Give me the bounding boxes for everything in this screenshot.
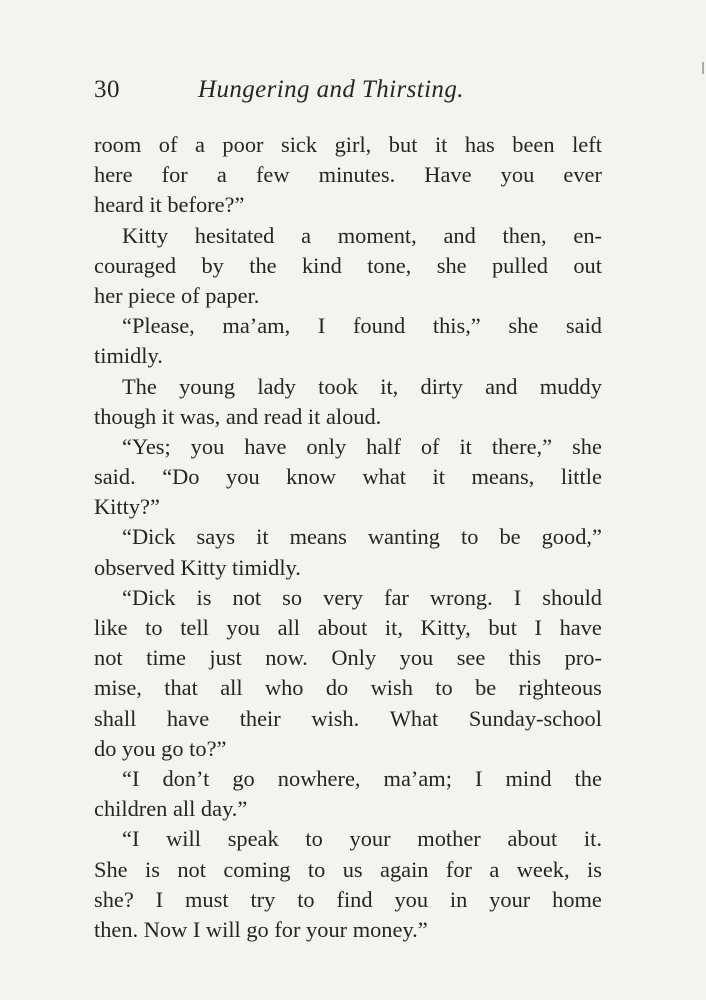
text-word: is [586, 856, 602, 882]
text-word: of [420, 433, 440, 459]
text-word: only [306, 433, 347, 459]
text-word: home [552, 886, 602, 912]
text-word: wish [370, 675, 413, 701]
text-word: she [572, 433, 602, 459]
text-line [94, 251, 602, 281]
text-word: pulled [491, 252, 548, 278]
text-line: observed Kitty timidly. [94, 554, 301, 580]
text-word: their [239, 705, 281, 731]
text-word: I [155, 886, 164, 912]
text-word: to [145, 615, 163, 640]
text-word: left [572, 132, 602, 157]
text-word: this,” [432, 313, 481, 339]
text-line: Kitty?” [94, 494, 160, 520]
text-word: it [434, 132, 448, 157]
text-line: timidly. [94, 343, 163, 369]
text-word: dirty [420, 373, 463, 399]
text-word: little [560, 464, 602, 490]
text-word: a [301, 222, 312, 248]
text-word: but [388, 132, 418, 157]
text-word: very [323, 584, 363, 610]
text-word: means [289, 524, 347, 550]
text-word: wrong. [429, 584, 493, 610]
text-word: just [209, 645, 242, 671]
text-word: be [499, 524, 521, 550]
text-word: it. [583, 826, 602, 852]
running-title: Hungering and Thirsting. [198, 76, 464, 103]
text-word: all [277, 615, 300, 640]
text-line [94, 704, 602, 734]
text-word: should [542, 584, 602, 610]
text-word: do [325, 675, 349, 701]
text-word: tone, [367, 252, 412, 278]
text-word: mise, [94, 675, 142, 701]
text-word: to [460, 524, 479, 550]
text-word: the [249, 252, 277, 278]
text-word: you [399, 645, 434, 671]
text-word: time [146, 645, 186, 671]
text-line [94, 885, 602, 915]
text-word: means, [471, 464, 535, 490]
text-word: know [286, 464, 336, 490]
text-word: for [445, 856, 473, 882]
text-word: few [255, 162, 290, 188]
text-word: What [389, 705, 439, 731]
text-word: be [475, 675, 497, 701]
text-word: the [574, 765, 602, 791]
text-word: been [512, 132, 555, 157]
text-word: all [220, 675, 243, 701]
text-word: she [508, 313, 539, 339]
text-word: go [232, 765, 255, 791]
text-word: wish. [311, 705, 360, 731]
text-word: “Yes; [122, 433, 171, 459]
text-word: sick [280, 132, 318, 157]
text-line [94, 613, 602, 643]
text-word: and [485, 373, 518, 399]
text-word: righteous [518, 675, 602, 701]
page-edge-mark [702, 62, 704, 74]
text-line [94, 583, 602, 613]
text-word: to [435, 675, 453, 701]
text-word: it [432, 464, 445, 490]
text-word: now. [265, 645, 308, 671]
text-word: I [474, 765, 483, 791]
running-header [94, 76, 504, 110]
text-word: nowhere, [277, 765, 361, 791]
text-word: in [449, 886, 468, 912]
text-word: like [94, 615, 128, 640]
text-word: “Dick [122, 584, 176, 610]
text-word: for [161, 162, 188, 188]
text-word: you [394, 886, 429, 912]
text-word: a [216, 162, 227, 188]
text-word: you [500, 162, 535, 188]
text-word: muddy [539, 373, 602, 399]
text-word: “Dick [122, 524, 176, 550]
text-line [94, 311, 602, 341]
text-word: then, [502, 222, 547, 248]
text-word: Sunday-school [468, 705, 602, 731]
text-word: I [534, 615, 542, 640]
text-word: will [166, 826, 201, 852]
text-word: said [565, 313, 602, 339]
text-word: she [436, 252, 467, 278]
text-word: try [250, 886, 276, 912]
text-word: She [94, 856, 128, 882]
text-line [94, 432, 602, 462]
text-word: good,” [541, 524, 602, 550]
text-word: you [190, 433, 225, 459]
text-word: about [507, 826, 558, 852]
text-word: it, [384, 615, 403, 640]
text-word: so [282, 584, 303, 610]
text-word: not [177, 856, 206, 882]
text-word: it, [380, 373, 399, 399]
text-word: I [513, 584, 522, 610]
text-word: I [317, 313, 326, 339]
text-word: moment, [337, 222, 417, 248]
text-word: your [489, 886, 531, 912]
text-word: poor [222, 132, 264, 157]
text-word: here [94, 162, 133, 188]
text-line [94, 462, 602, 492]
text-line: though it was, and read it aloud. [94, 403, 382, 429]
text-word: girl, [334, 132, 372, 157]
text-word: coming [223, 856, 291, 882]
text-word: minutes. [318, 162, 396, 188]
body-text [94, 130, 602, 945]
text-word: mother [417, 826, 481, 852]
text-word: have [166, 705, 210, 731]
text-word: find [336, 886, 373, 912]
text-word: says [196, 524, 236, 550]
text-word: have [559, 615, 602, 640]
text-word: not [94, 645, 123, 671]
text-line [94, 855, 602, 885]
text-word: ma’am, [222, 313, 291, 339]
text-word: took [318, 373, 358, 399]
text-word: mind [505, 765, 552, 791]
text-word: shall [94, 705, 137, 731]
text-word: don’t [162, 765, 210, 791]
text-word: “Do [162, 464, 200, 490]
text-line [94, 764, 602, 794]
text-line: then. Now I will go for your money.” [94, 916, 428, 942]
text-word: Kitty, [420, 615, 471, 640]
text-word: is [196, 584, 212, 610]
text-word: a [194, 132, 205, 157]
text-word: ma’am; [383, 765, 452, 791]
text-word: what [362, 464, 406, 490]
text-word: hesitated [194, 222, 275, 248]
text-word: Kitty [122, 222, 169, 248]
text-word: “I [122, 826, 140, 852]
text-word: who [264, 675, 304, 701]
text-word: to [307, 856, 326, 882]
text-word: there,” [491, 433, 553, 459]
text-word: but [488, 615, 517, 640]
text-word: of [158, 132, 178, 157]
text-word: half [366, 433, 401, 459]
text-word: couraged [94, 252, 177, 278]
text-word: it [256, 524, 269, 550]
text-word: Only [331, 645, 377, 671]
text-word: lady [257, 373, 296, 399]
text-word: pro- [564, 645, 602, 671]
text-word: en- [573, 222, 602, 248]
text-word: Have [424, 162, 472, 188]
text-word: tell [180, 615, 209, 640]
text-word: you [226, 615, 260, 640]
text-word: said. [94, 464, 136, 490]
text-word: must [185, 886, 229, 912]
text-word: speak [227, 826, 279, 852]
text-word: us [342, 856, 363, 882]
text-line [94, 130, 602, 160]
text-line [94, 643, 602, 673]
text-word: far [383, 584, 409, 610]
text-word: week, [516, 856, 570, 882]
text-word: she? [94, 886, 134, 912]
text-word: have [244, 433, 287, 459]
text-word: “I [122, 765, 140, 791]
text-line: heard it before?” [94, 192, 245, 218]
text-word: by [201, 252, 224, 278]
text-word: this [508, 645, 542, 671]
text-word: has [464, 132, 495, 157]
text-word: room [94, 132, 142, 157]
text-word: to [297, 886, 315, 912]
text-word: you [226, 464, 260, 490]
text-line: do you go to?” [94, 735, 227, 761]
text-word: found [352, 313, 406, 339]
text-line [94, 221, 602, 251]
text-word: young [179, 373, 236, 399]
text-word: it [459, 433, 472, 459]
text-word: ever [563, 162, 602, 188]
text-line [94, 522, 602, 552]
text-word: kind [301, 252, 342, 278]
text-word: a [489, 856, 500, 882]
text-word: about [317, 615, 368, 640]
text-word: to [305, 826, 323, 852]
text-word: not [232, 584, 262, 610]
text-word: again [380, 856, 429, 882]
text-word: and [443, 222, 476, 248]
text-word: see [456, 645, 486, 671]
text-word: is [144, 856, 160, 882]
text-line: children all day.” [94, 796, 248, 822]
text-word: your [349, 826, 391, 852]
text-word: that [164, 675, 198, 701]
text-line [94, 824, 602, 854]
text-line [94, 160, 602, 190]
text-line [94, 372, 602, 402]
page-number: 30 [94, 76, 120, 103]
text-line [94, 673, 602, 703]
text-word: “Please, [122, 313, 195, 339]
text-word: wanting [367, 524, 440, 550]
text-word: The [122, 373, 157, 399]
text-line: her piece of paper. [94, 282, 260, 308]
text-word: out [573, 252, 602, 278]
